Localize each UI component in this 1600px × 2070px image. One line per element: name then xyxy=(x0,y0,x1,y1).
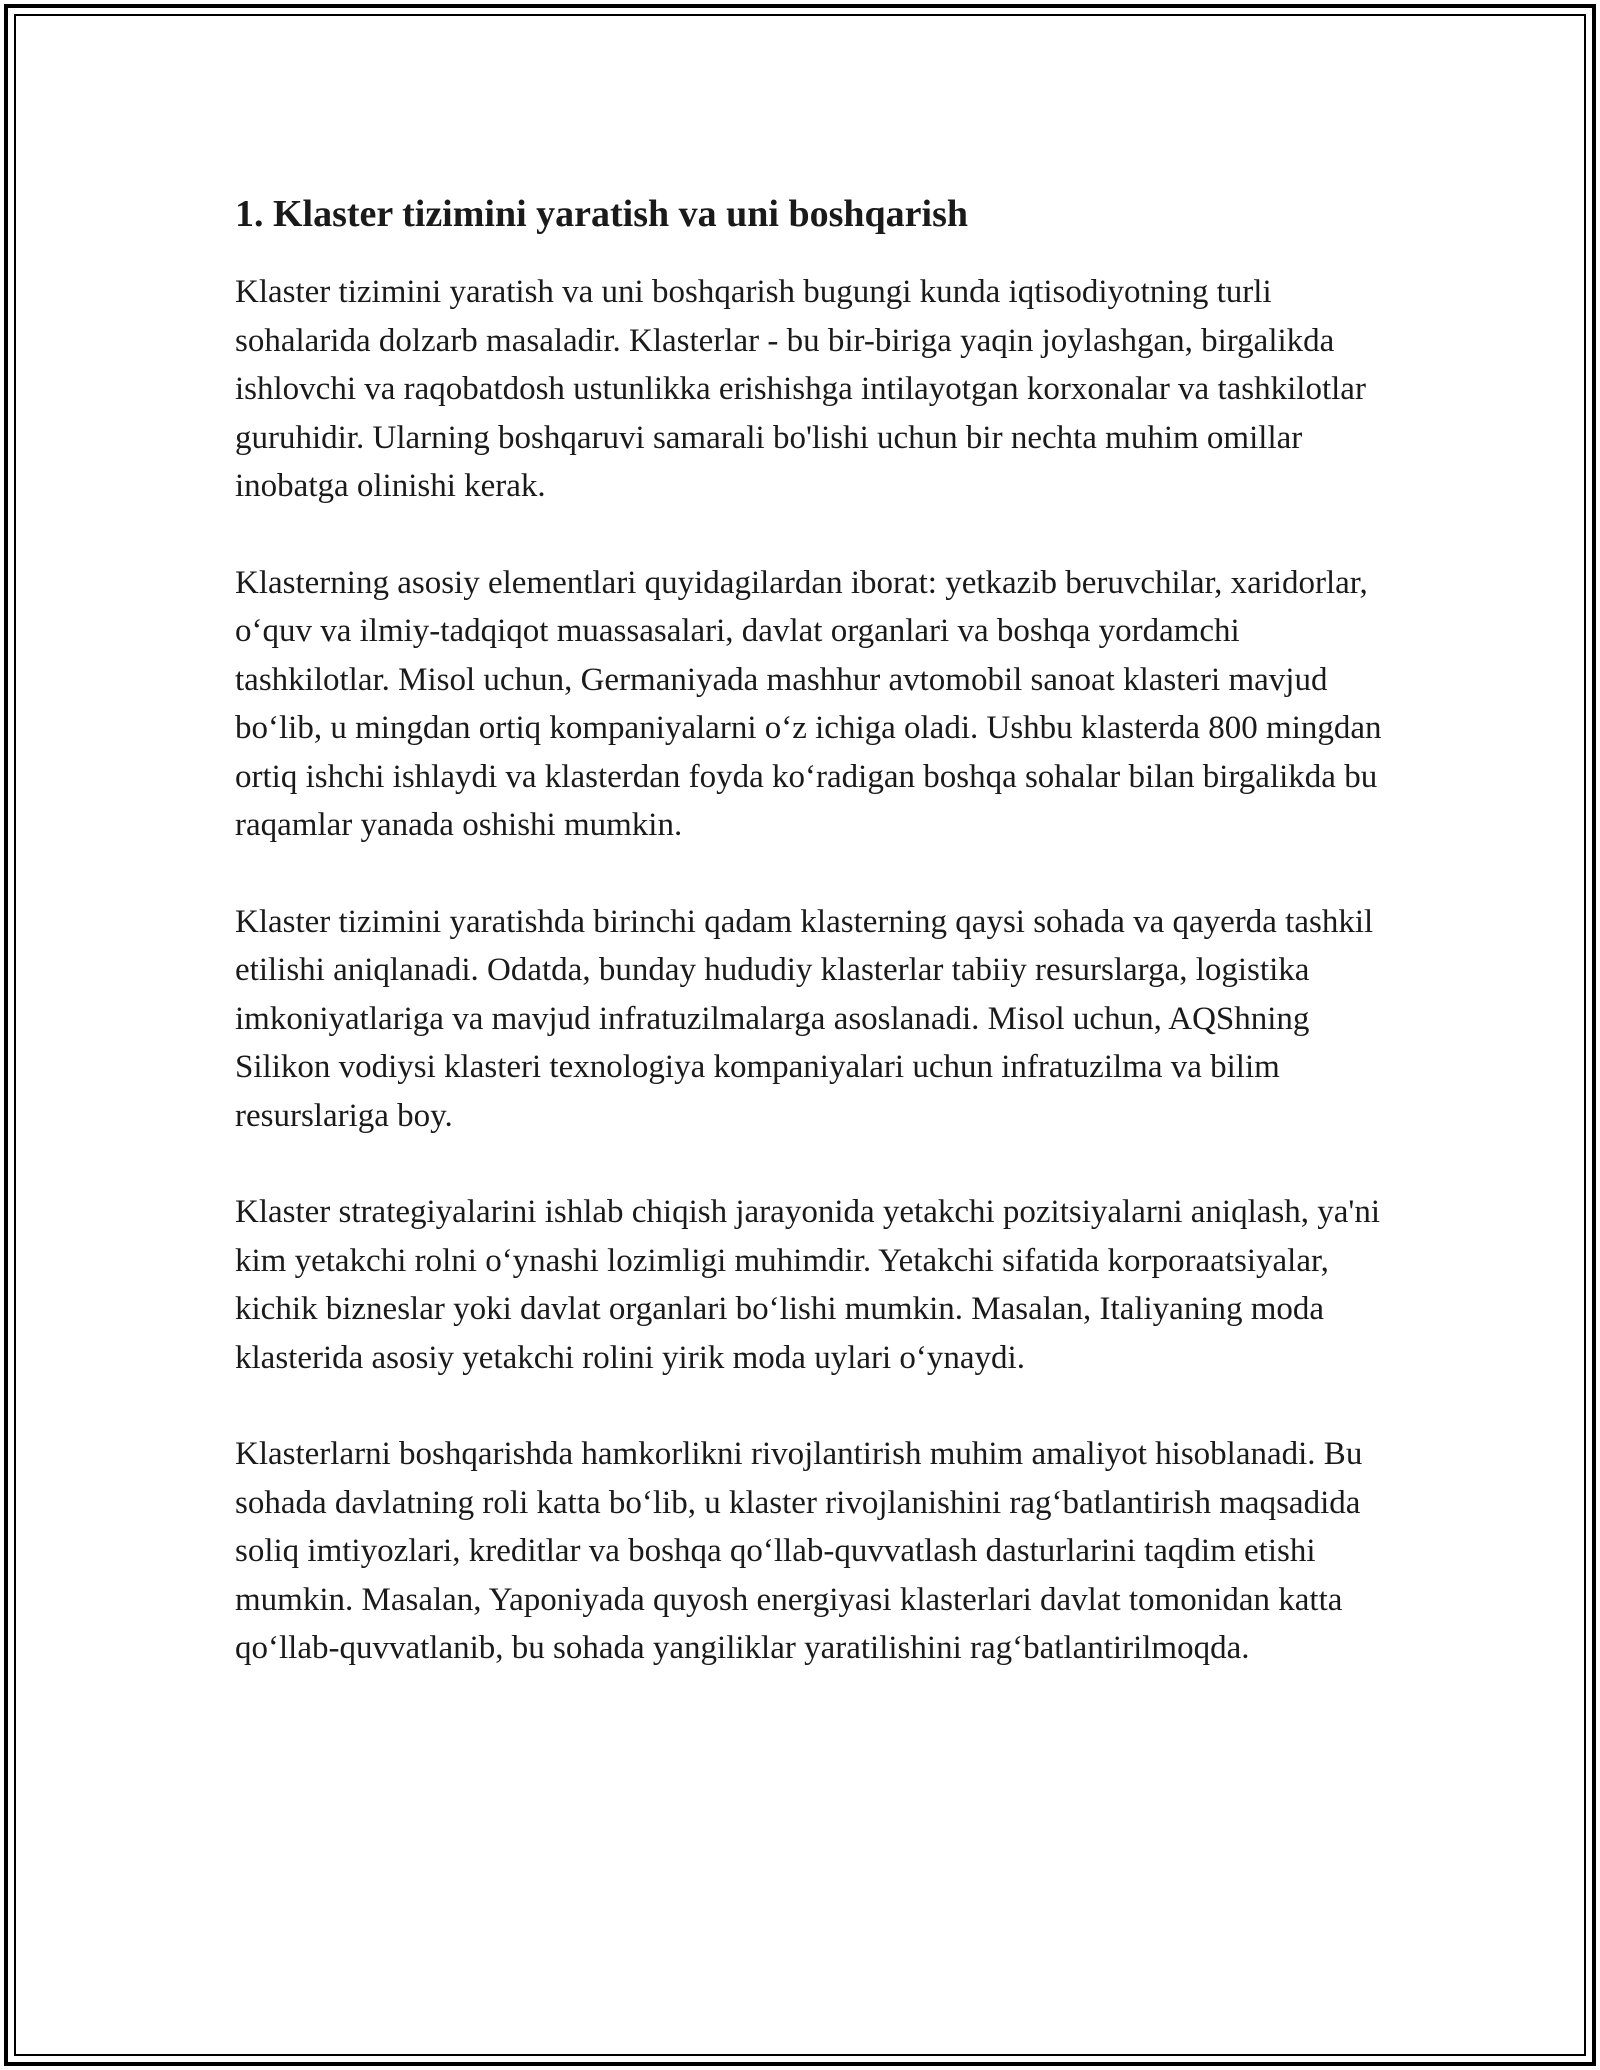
paragraph-intro: Klaster tizimini yaratish va uni boshqarish bugungi kunda iqtisodiyotning turli sohalarida dolzarb masaladir. Klasterlar - bu bir-biriga yaqin joylashgan, birgalikda ishlovchi va raqobatdosh ustunlikka erishishga intilayotgan korxonalar va tashkilotlar guruhidir. Ularning boshqaruvi samarali bo'lishi uchun bir nechta muhim omillar inobatga olinishi kerak. xyxy=(235,274,1366,504)
paragraph-elements: Klasterning asosiy elementlari quyidagilardan iborat: yetkazib beruvchilar, xaridorlar, o‘quv va ilmiy-tadqiqot muassasalari, davlat organlari va boshqa yordamchi tashkilotlar. Misol uchun, Germaniyada mashhur avtomobil sanoat klasteri mavjud bo‘lib, u mingdan ortiq kompaniyalarni o‘z ichiga oladi. Ushbu klasterda 800 mingdan ortiq ishchi ishlaydi va klasterdan foyda ko‘radigan boshqa sohalar bilan birgalikda bu raqamlar yanada oshishi mumkin. xyxy=(235,564,1382,843)
paragraph-cooperation: Klasterlarni boshqarishda hamkorlikni rivojlantirish muhim amaliyot hisoblanadi. Bu sohada davlatning roli katta bo‘lib, u klaster rivojlanishini rag‘batlantirish maqsadida soliq imtiyozlari, kreditlar va boshqa qo‘llab-quvvatlash dasturlarini taqdim etishi mumkin. Masalan, Yaponiyada quyosh energiyasi klasterlari davlat tomonidan katta qo‘llab-quvvatlanib, bu sohada yangiliklar yaratilishini rag‘batlantirilmoqda. xyxy=(235,1436,1363,1666)
document-body xyxy=(235,186,1385,1721)
paragraph-first-step: Klaster tizimini yaratishda birinchi qadam klasterning qaysi sohada va qayerda tashkil etilishi aniqlanadi. Odatda, bunday hududiy klasterlar tabiiy resurslarga, logistika imkoniyatlariga va mavjud infratuzilmalarga asoslanadi. Misol uchun, AQShning Silikon vodiysi klasteri texnologiya kompaniyalari uchun infratuzilma va bilim resurslariga boy. xyxy=(235,903,1374,1134)
paragraph-strategy: Klaster strategiyalarini ishlab chiqish jarayonida yetakchi pozitsiyalarni aniqlash, ya'ni kim yetakchi rolni o‘ynashi lozimligi muhimdir. Yetakchi sifatida korporaatsiyalar, kichik bizneslar yoki davlat organlari bo‘lishi mumkin. Masalan, Italiyaning moda klasterida asosiy yetakchi rolini yirik moda uylari o‘ynaydi. xyxy=(235,1194,1381,1376)
section-title: 1. Klaster tizimini yaratish va uni boshqarish xyxy=(235,193,969,235)
